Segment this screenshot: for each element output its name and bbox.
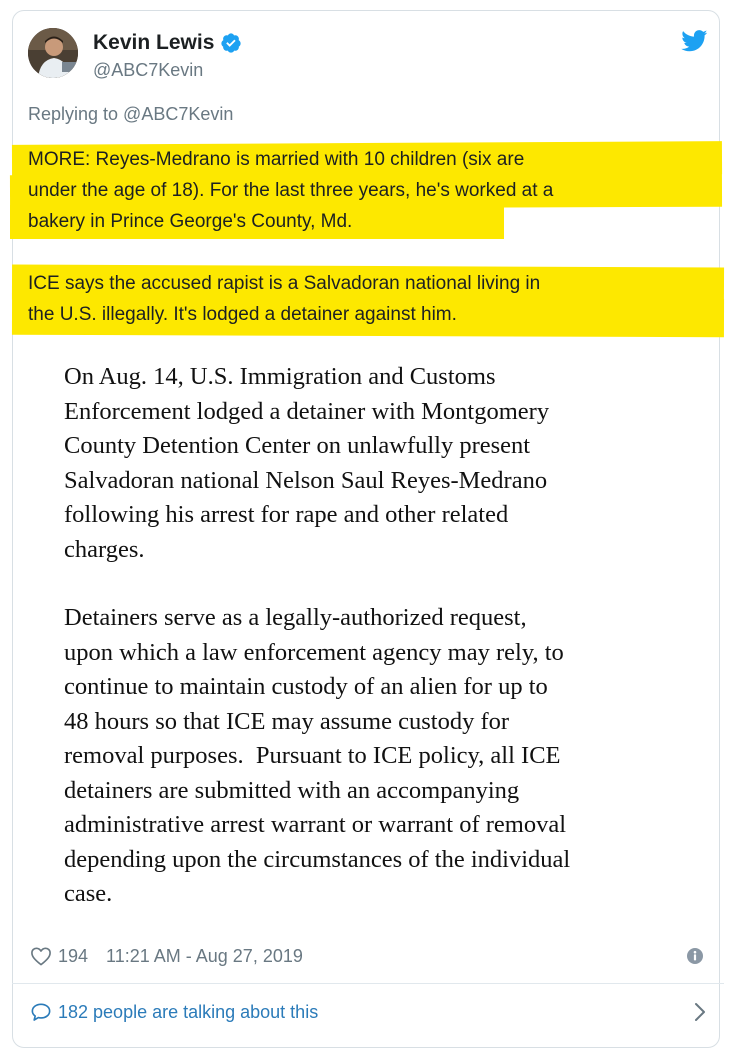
tweet-text-line: MORE: Reyes-Medrano is married with 10 children (six are xyxy=(28,149,525,170)
conversation-count-label[interactable]: 182 people are talking about this xyxy=(58,1002,319,1022)
heart-icon[interactable] xyxy=(30,946,52,966)
reply-context[interactable]: Replying to @ABC7Kevin xyxy=(28,104,234,124)
document-line: On Aug. 14, U.S. Immigration and Customs xyxy=(64,363,496,390)
document-line: following his arrest for rape and other related xyxy=(64,501,509,528)
footer-divider xyxy=(12,983,724,984)
chevron-right-icon[interactable] xyxy=(694,1002,706,1022)
author-name-row[interactable] xyxy=(93,30,242,56)
document-line: administrative arrest warrant or warrant of removal xyxy=(64,811,567,838)
verified-badge-icon xyxy=(220,32,242,54)
timestamp[interactable]: 11:21 AM - Aug 27, 2019 xyxy=(106,946,303,966)
tweet-text-line: bakery in Prince George's County, Md. xyxy=(28,211,353,232)
document-line: detainers are submitted with an accompanying xyxy=(64,776,520,804)
avatar[interactable] xyxy=(28,28,78,78)
conversation-link[interactable] xyxy=(30,1000,318,1024)
document-line: removal purposes. Pursuant to ICE policy, all ICE xyxy=(64,742,561,769)
author-name[interactable]: Kevin Lewis xyxy=(93,31,215,54)
document-line: Detainers serve as a legally-authorized request, xyxy=(64,604,527,631)
document-line: upon which a law enforcement agency may rely, to xyxy=(64,638,564,666)
profile-photo xyxy=(28,28,78,78)
document-line: case. xyxy=(64,880,113,907)
document-line: County Detention Center on unlawfully present xyxy=(64,432,531,459)
tweet-text-line: ICE says the accused rapist is a Salvadoran national living in xyxy=(28,273,541,294)
attached-document-image[interactable] xyxy=(64,360,684,912)
document-line: depending upon the circumstances of the individual xyxy=(64,845,571,873)
document-line: continue to maintain custody of an alien for up to xyxy=(64,673,548,700)
like-count[interactable]: 194 xyxy=(58,946,89,966)
document-line: 48 hours so that ICE may assume custody for xyxy=(64,707,510,735)
tweet-meta xyxy=(30,944,303,968)
author-handle[interactable]: @ABC7Kevin xyxy=(93,60,204,80)
tweet-text-line: the U.S. illegally. It's lodged a detainer against him. xyxy=(28,304,457,325)
document-line: Salvadoran national Nelson Saul Reyes-Medrano xyxy=(64,466,548,494)
document-line: Enforcement lodged a detainer with Montgomery xyxy=(64,397,550,425)
info-icon[interactable] xyxy=(686,947,704,965)
speech-bubble-icon xyxy=(30,1002,52,1022)
tweet-text-line: under the age of 18). For the last three years, he's worked at a xyxy=(28,180,554,201)
document-line: charges. xyxy=(64,535,145,563)
twitter-bird-icon[interactable] xyxy=(681,30,708,52)
